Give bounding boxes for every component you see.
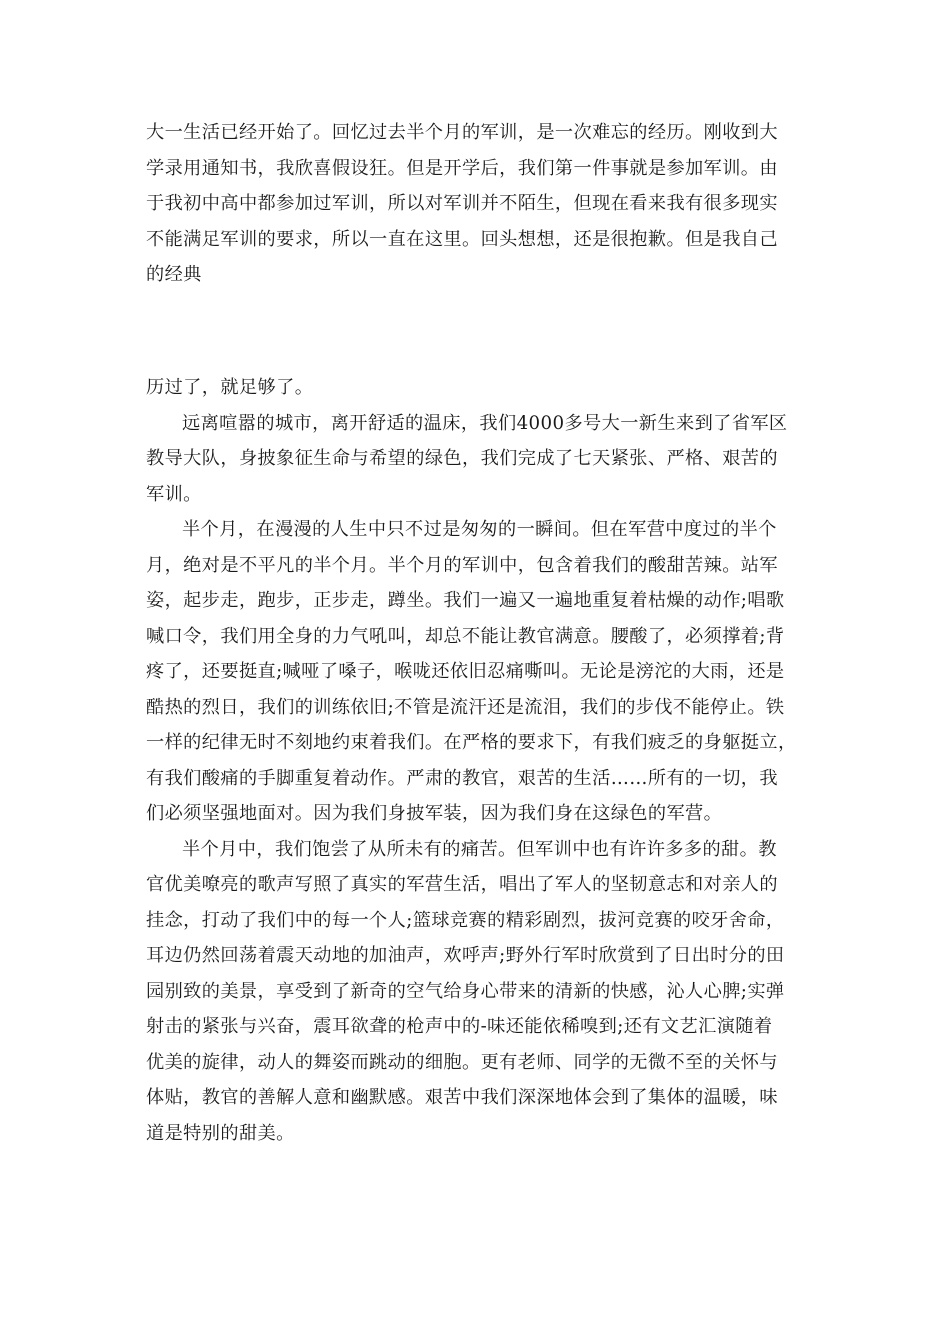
text-line: 有我们酸痛的手脚重复着动作。严肃的教官，艰苦的生活……所有的一切，我 (146, 767, 778, 789)
paragraph-intro (146, 115, 814, 293)
text-line: 不能满足军训的要求，所以一直在这里。回头想想，还是很抱歉。但是我自己 (146, 228, 778, 250)
text-line: 挂念，打动了我们中的每一个人;篮球竞赛的精彩剧烈，拔河竞赛的咬牙舍命， (146, 909, 785, 931)
paragraph-first-line: 半个月，在漫漫的人生中只不过是匆匆的一瞬间。但在军营中度过的半个 (182, 519, 777, 540)
paragraph-body (146, 370, 814, 1151)
text-line: 的经典 (146, 264, 202, 285)
text-line: 喊口令，我们用全身的力气吼叫，却总不能让教官满意。腰酸了，必须撑着;背 (146, 625, 785, 647)
text-line: 疼了，还要挺直;喊哑了嗓子，喉咙还依旧忍痛嘶叫。无论是滂沱的大雨，还是 (146, 661, 785, 682)
text-line: 酷热的烈日，我们的训练依旧;不管是流汗还是流泪，我们的步伐不能停止。铁 (146, 696, 785, 718)
text-line: 大一生活已经开始了。回忆过去半个月的军训，是一次难忘的经历。刚收到大 (146, 122, 778, 143)
text-line: 园别致的美景，享受到了新奇的空气给身心带来的清新的快感，沁人心脾;实弹 (146, 980, 785, 1002)
text-line: 一样的纪律无时不刻地约束着我们。在严格的要求下，有我们疲乏的身躯挺立， (146, 732, 797, 753)
text-line: 教导大队，身披象征生命与希望的绿色，我们完成了七天紧张、严格、艰苦的 (146, 448, 778, 469)
paragraph-first-line: 远离喧嚣的城市，离开舒适的温床，我们4000多号大一新生来到了省军区 (182, 412, 788, 434)
text-line: 姿，起步走，跑步，正步走，蹲坐。我们一遍又一遍地重复着枯燥的动作;唱歌 (146, 590, 785, 611)
text-line: 军训。 (146, 483, 202, 505)
text-line: 学录用通知书，我欣喜假设狂。但是开学后，我们第一件事就是参加军训。由 (146, 157, 778, 179)
text-line: 耳边仍然回荡着震天动地的加油声，欢呼声;野外行军时欣赏到了日出时分的田 (146, 945, 785, 966)
text-line: 体贴，教官的善解人意和幽默感。艰苦中我们深深地体会到了集体的温暖，味 (146, 1087, 778, 1108)
text-line: 射击的紧张与兴奋，震耳欲聋的枪声中的-味还能依稀嗅到;还有文艺汇演随着 (146, 1016, 773, 1037)
text-line: 官优美嘹亮的歌声写照了真实的军营生活，唱出了军人的坚韧意志和对亲人的 (146, 874, 778, 895)
text-line: 于我初中高中都参加过军训，所以对军训并不陌生，但现在看来我有很多现实 (146, 193, 778, 214)
text-line: 优美的旋律，动人的舞姿而跳动的细胞。更有老师、同学的无微不至的关怀与 (146, 1051, 778, 1073)
text-line: 们必须坚强地面对。因为我们身披军装，因为我们身在这绿色的军营。 (146, 803, 723, 824)
paragraph-first-line: 半个月中，我们饱尝了从所未有的痛苦。但军训中也有许许多多的甜。教 (182, 838, 777, 860)
text-line: 道是特别的甜美。 (146, 1122, 295, 1144)
text-line: 历过了，就足够了。 (146, 377, 314, 398)
text-line: 月，绝对是不平凡的半个月。半个月的军训中，包含着我们的酸甜苦辣。站军 (146, 554, 778, 576)
